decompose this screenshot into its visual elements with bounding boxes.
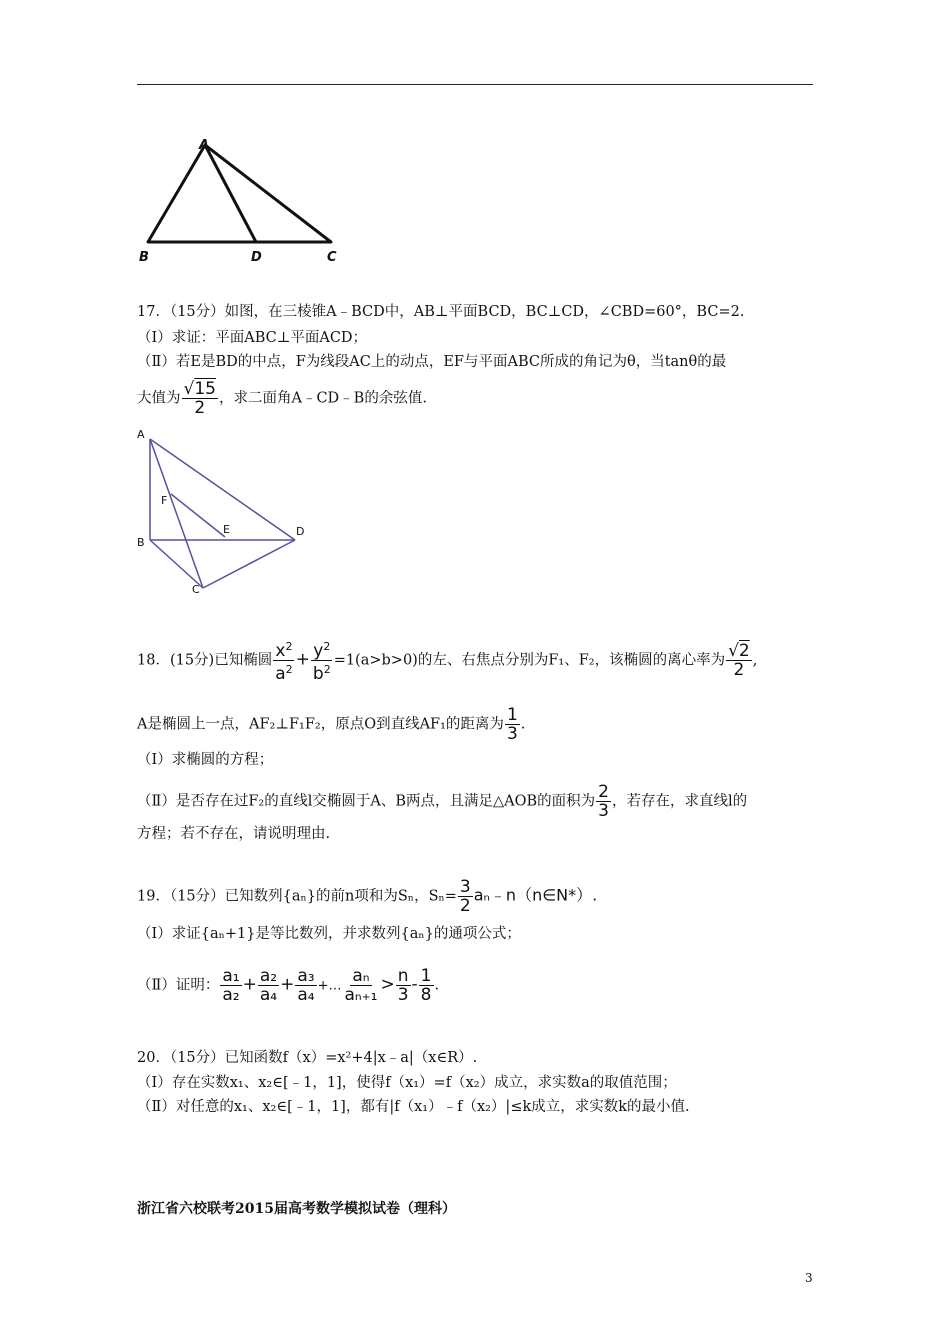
frac-den: 2 (733, 660, 745, 680)
sqrt-icon: √ (728, 641, 739, 661)
exp-2: 2 (285, 640, 293, 653)
period: . (434, 977, 440, 994)
frac-num: 1 (506, 705, 518, 725)
p17-line4 (137, 380, 427, 417)
p18-line4-post: ，若存在，求直线l的 (612, 793, 748, 810)
frac-num: 1 (420, 966, 432, 986)
var-a: a (275, 664, 286, 684)
var-y: y (313, 641, 324, 661)
frac-2-over-3 (596, 783, 611, 820)
label-a: A (199, 138, 210, 153)
label-b: B (137, 536, 145, 549)
p18-line1 (137, 638, 757, 683)
frac-den: 2 (194, 398, 206, 418)
sqrt15-over-2 (182, 380, 218, 417)
exp-2: 2 (323, 663, 331, 676)
frac-den: 3 (506, 724, 518, 744)
period: . (520, 716, 526, 733)
frac-a3-a4 (295, 967, 316, 1004)
frac-num: n (397, 966, 409, 986)
p18-mid: =1(a>b>0)的左、右焦点分别为F₁、F₂，该椭圆的离心率为 (333, 652, 726, 669)
frac-num: 2 (598, 782, 609, 802)
p17-line2: （Ⅰ）求证：平面ABC⊥平面ACD； (137, 330, 368, 346)
exp-2: 2 (323, 640, 331, 653)
tetrahedron-figure (135, 427, 315, 595)
frac-1-over-3 (505, 706, 520, 743)
label-f: F (161, 494, 168, 507)
p19-line3-pre: （Ⅱ）证明： (137, 977, 220, 994)
minus-sign: - (411, 974, 418, 995)
label-a: A (137, 428, 145, 441)
frac-num: a₃ (297, 966, 315, 986)
sqrt-num: 2 (738, 641, 750, 661)
p20-line2: （Ⅰ）存在实数x₁、x₂∈[﹣1，1]，使得f（x₁）=f（x₂）成立，求实数a的取值范围； (137, 1075, 677, 1091)
p17-line4-post: ，求二面角A﹣CD﹣B的余弦值. (218, 390, 427, 407)
p18-pre: 18．(15分)已知椭圆 (137, 652, 273, 669)
sqrt-icon: √ (183, 379, 195, 399)
p17-line3: （Ⅱ）若E是BD的中点，F为线段AC上的动点，EF与平面ABC所成的角记为θ，当tanθ的最 (137, 354, 727, 370)
p18-line4-pre: （Ⅱ）是否存在过F₂的直线l交椭圆于A、B两点，且满足△AOB的面积为 (137, 793, 596, 810)
frac-den: 3 (598, 801, 609, 821)
triangle-figure-abc (135, 135, 350, 267)
label-b: B (139, 250, 149, 265)
frac-den: 3 (397, 985, 409, 1005)
frac-num: a₁ (222, 966, 240, 986)
label-e: E (223, 523, 230, 536)
frac-den: 8 (420, 985, 432, 1005)
page-number: 3 (805, 1271, 813, 1285)
frac-den: 2 (459, 896, 471, 916)
document-footer-title: 浙江省六校联考2015届高考数学模拟试卷（理科） (137, 1201, 456, 1217)
plus-sign: + (242, 974, 257, 995)
p19-post: aₙ﹣n（n∈N*）. (473, 885, 598, 905)
p19-line1 (137, 878, 597, 915)
frac-an-an1 (342, 967, 379, 1004)
plus-sign: + (295, 649, 310, 670)
label-d: D (296, 525, 305, 538)
p20-line3: （Ⅱ）对任意的x₁、x₂∈[﹣1，1]，都有|f（x₁）﹣f（x₂）|≤k成立，求实数k的最小值. (137, 1099, 690, 1115)
frac-a2-a4 (258, 967, 279, 1004)
p19-line2: （Ⅰ）求证{aₙ+1}是等比数列，并求数列{aₙ}的通项公式； (137, 926, 521, 942)
p18-line4 (137, 783, 747, 820)
frac-den: a₄ (297, 985, 315, 1005)
frac-1-over-8 (419, 967, 434, 1004)
p18-line2-pre: A是椭圆上一点，AF₂⊥F₁F₂，原点O到直线AF₁的距离为 (137, 716, 504, 733)
sqrt-num: 15 (194, 379, 216, 399)
frac-sqrt2-over-2 (726, 642, 752, 679)
ellipsis: +… (317, 978, 342, 994)
frac-x2-a2 (273, 638, 294, 683)
frac-n-over-3 (396, 967, 411, 1004)
p17-line1: 17．（15分）如图，在三棱锥A﹣BCD中，AB⊥平面BCD，BC⊥CD，∠CBD=60°，BC=2. (137, 304, 745, 320)
p20-line1: 20．（15分）已知函数f（x）=x²+4|x﹣a|（x∈R）. (137, 1050, 478, 1066)
frac-den: a₂ (222, 985, 240, 1005)
p17-line4-pre: 大值为 (137, 390, 181, 407)
p18-line3: （Ⅰ）求椭圆的方程； (137, 752, 274, 768)
greater-than: > (380, 974, 395, 995)
plus-sign: + (280, 974, 295, 995)
var-x: x (275, 641, 286, 661)
label-c: C (192, 583, 200, 595)
header-rule (137, 84, 813, 85)
frac-3-over-2 (458, 878, 473, 915)
frac-y2-b2 (311, 638, 333, 683)
var-b: b (312, 664, 324, 684)
label-d: D (251, 250, 262, 265)
p19-pre: 19．（15分）已知数列{aₙ}的前n项和为Sₙ，Sₙ= (137, 888, 457, 905)
label-c: C (327, 250, 337, 265)
p18-line5: 方程；若不存在，请说明理由. (137, 826, 331, 842)
comma: , (752, 652, 758, 669)
frac-num: 3 (459, 877, 471, 897)
p19-line3 (137, 967, 439, 1004)
frac-a1-a2 (220, 967, 241, 1004)
frac-num: a₂ (259, 966, 278, 986)
frac-den: aₙ₊₁ (344, 985, 378, 1005)
exp-2: 2 (285, 663, 293, 676)
frac-den: a₄ (259, 985, 278, 1005)
p18-line2 (137, 706, 525, 743)
frac-num: aₙ (352, 966, 370, 986)
